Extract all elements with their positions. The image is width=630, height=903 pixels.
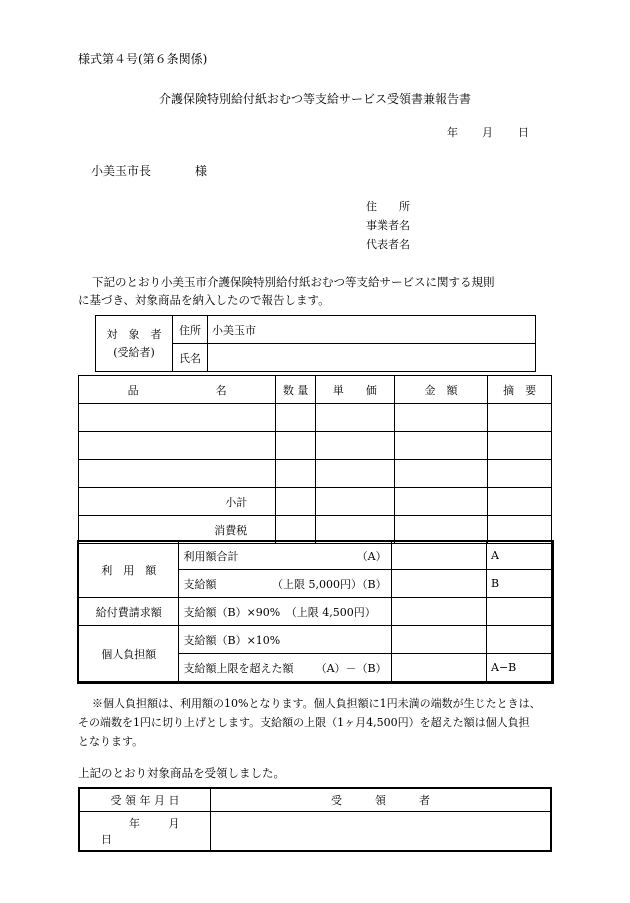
note-b: B <box>487 570 552 598</box>
date-year: 年 <box>447 126 458 139</box>
reporter-business-label: 事業者名 <box>366 219 410 232</box>
header-unit-price: 単 価 <box>316 376 395 404</box>
addressee-name: 小美玉市長 <box>91 164 152 178</box>
note-a-minus-b: A−B <box>487 654 552 682</box>
notice-line-2: その端数を1円に切り上げとします。支給額の上限（1ヶ月4,500円）を超えた額は個人負担 <box>78 716 530 729</box>
receipt-receiver-header: 受 領 者 <box>211 788 552 812</box>
recipient-label-cell <box>96 316 173 372</box>
tax-row <box>79 516 552 544</box>
received-statement: 上記のとおり対象商品を受領しました。 <box>78 766 285 780</box>
claim-value: 支給額（B）×90% （上限 4,500円） <box>179 598 391 626</box>
date-day: 日 <box>518 126 529 139</box>
intro-line-1: 下記のとおり小美玉市介護保険特別給付紙おむつ等支給サービスに関する規則 <box>92 275 495 289</box>
intro-line-2: に基づき、対象商品を納入したので報告します。 <box>78 293 330 307</box>
addressee-honorific: 様 <box>195 164 208 178</box>
recipient-name-value <box>208 344 536 372</box>
notice-line-1: ※個人負担額は、利用額の10%となります。個人負担額に1円未満の端数が生じたときは、 <box>92 697 541 710</box>
recipient-name-label: 氏名 <box>173 344 208 372</box>
usage-total-label: 利用額合計 <box>183 549 239 563</box>
recipient-label: 対 象 者 <box>106 327 162 341</box>
personal-row-1: 支給額（B）×10% <box>179 626 391 654</box>
mark-a: （A） <box>356 549 387 563</box>
claim-label: 給付費請求額 <box>79 598 179 626</box>
receipt-receiver-cell <box>211 812 552 852</box>
personal-row-2-cell <box>179 654 391 682</box>
form-number: 様式第４号(第６条関係) <box>78 52 208 66</box>
subtotal-label: 小計 <box>79 488 276 516</box>
usage-label: 利 用 額 <box>79 542 179 598</box>
items-table <box>78 375 552 544</box>
personal-row-2-formula: （A）－（B） <box>315 661 387 675</box>
supply-label: 支給額 <box>183 577 217 591</box>
tax-label: 消費税 <box>79 516 276 544</box>
receipt-year: 年 <box>129 817 140 830</box>
date-month: 月 <box>482 126 493 139</box>
notice-line-3: となります。 <box>78 735 144 748</box>
header-quantity: 数 量 <box>276 376 316 404</box>
reporter-representative-label: 代表者名 <box>366 238 410 251</box>
table-row <box>79 432 552 460</box>
receipt-day: 日 <box>101 833 112 846</box>
recipient-table <box>95 315 536 372</box>
subtotal-row <box>79 488 552 516</box>
recipient-sublabel: (受給者) <box>113 345 155 359</box>
personal-row-2-label: 支給額上限を超えた額 <box>183 661 294 675</box>
recipient-address-value: 小美玉市 <box>208 316 536 344</box>
supply-cell <box>179 570 391 598</box>
document-title: 介護保険特別給付紙おむつ等支給サービス受領書兼報告書 <box>158 92 471 106</box>
personal-label: 個人負担額 <box>79 626 179 682</box>
header-remarks: 摘 要 <box>488 376 552 404</box>
receipt-table <box>78 787 552 852</box>
receipt-month: 月 <box>168 817 180 830</box>
receipt-date-header: 受 領 年 月 日 <box>79 788 211 812</box>
supply-limit: （上限 5,000円）（B） <box>272 577 387 591</box>
receipt-date-cell <box>79 812 211 852</box>
note-a: A <box>487 542 552 570</box>
reporter-address-label: 住 所 <box>366 200 410 213</box>
summary-table <box>78 541 552 682</box>
header-item-name: 品 名 <box>79 376 276 404</box>
header-amount: 金 額 <box>394 376 488 404</box>
recipient-address-label: 住所 <box>173 316 208 344</box>
usage-total-cell <box>179 542 391 570</box>
table-row <box>79 460 552 488</box>
table-row <box>79 404 552 432</box>
items-header-row <box>79 376 552 404</box>
